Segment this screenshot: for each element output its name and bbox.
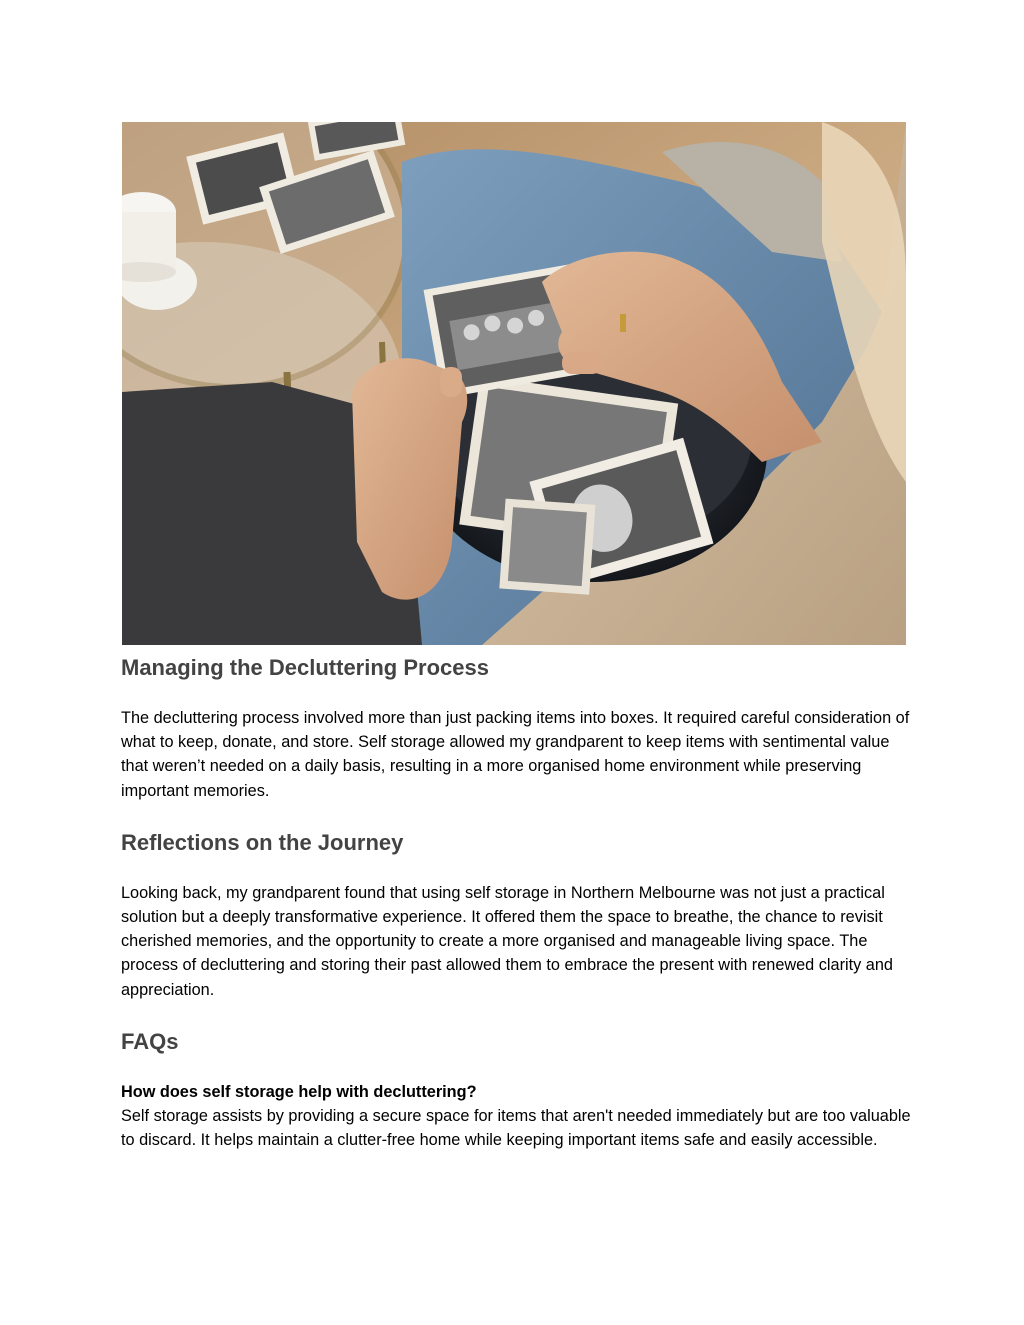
photo-hands-holding-old-photographs bbox=[122, 122, 906, 645]
section-heading: Reflections on the Journey bbox=[121, 829, 404, 855]
section-paragraph: Looking back, my grandparent found that using self storage in Northern Melbourne was not just a practical solution but a deeply transformative experience. It offered them the space to breathe, the chance to revisit cherished memories, and the opportunity to create a more organised and manageable living space. The process of decluttering and storing their past allowed them to embrace the present with renewed clarity and appreciation. bbox=[121, 883, 893, 999]
faq-question: How does self storage help with decluttering? bbox=[121, 1082, 477, 1101]
faqs-heading: FAQs bbox=[121, 1028, 179, 1054]
section-paragraph: The decluttering process involved more than just packing items into boxes. It required careful consideration of what to keep, donate, and store. Self storage allowed my grandparent to keep items with sentimental value that weren’t needed on a daily basis, resulting in a more organised home environment while preserving important memories. bbox=[121, 709, 910, 800]
photo-illustration bbox=[122, 122, 906, 645]
section-heading: Managing the Decluttering Process bbox=[121, 655, 489, 680]
article-content bbox=[121, 648, 911, 1152]
faq-item bbox=[121, 1080, 911, 1153]
faq-answer: Self storage assists by providing a secure space for items that aren't needed immediately but are too valuable to discard. It helps maintain a clutter-free home while keeping important items safe and easily accessible. bbox=[121, 1107, 911, 1150]
